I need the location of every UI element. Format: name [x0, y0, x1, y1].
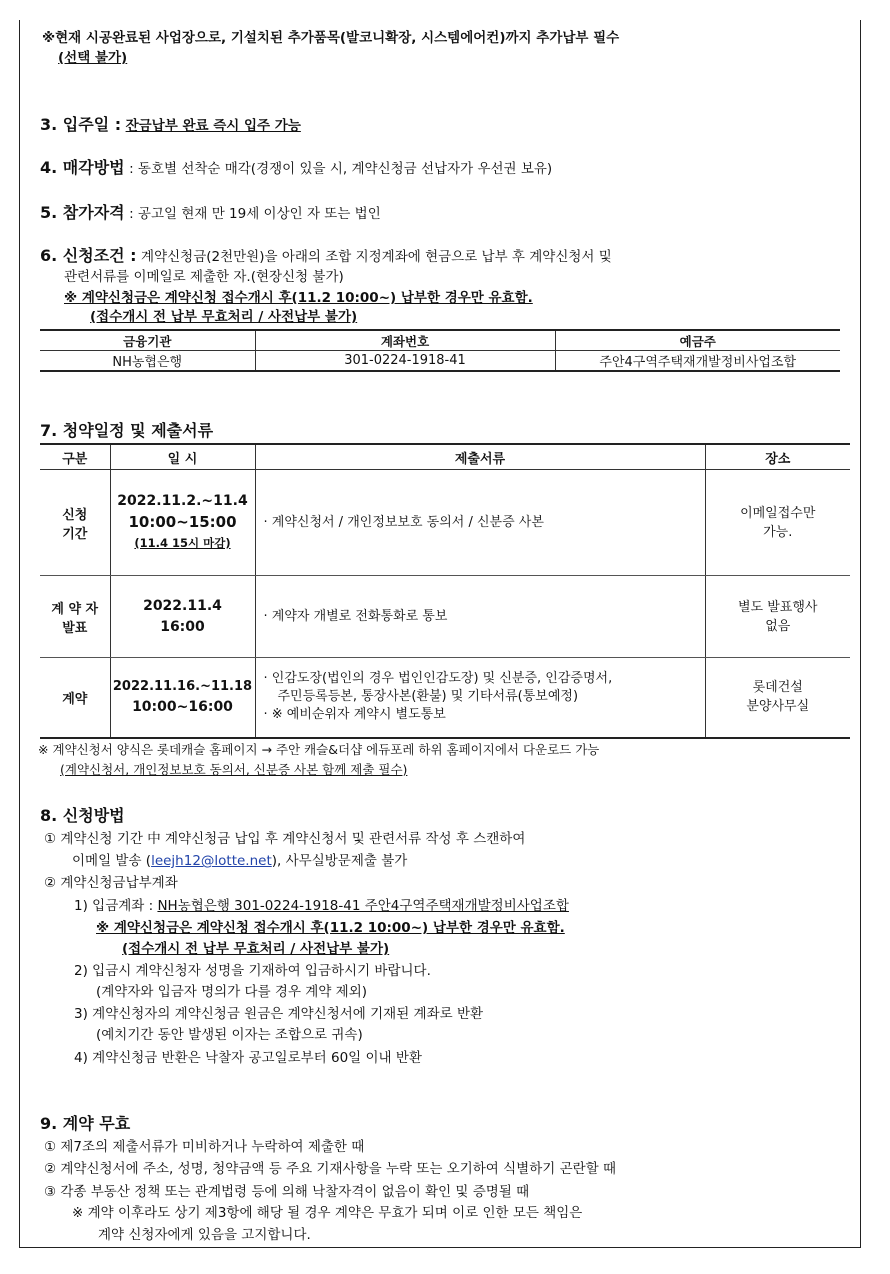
section-8-sub-2b: (계약자와 입금자 명의가 다를 경우 계약 제외)	[96, 984, 368, 1000]
row-doc-line: 주민등록등본, 통장사본(환불) 및 기타서류(통보예정)	[277, 689, 579, 705]
bank-account-table	[40, 329, 840, 372]
section-8-item-2: ② 계약신청금납부계좌	[44, 875, 178, 891]
section-5-title: 5. 참가자격	[40, 203, 125, 222]
table-row	[40, 351, 840, 372]
table-row	[40, 470, 850, 576]
row-type-line: 기간	[62, 526, 88, 542]
section-6-note-2: (접수개시 전 납부 무효처리 / 사전납부 불가)	[90, 309, 358, 325]
row-place	[705, 658, 850, 738]
bank-table-header	[40, 330, 840, 351]
notice-line-1: ※현재 시공완료된 사업장으로, 기설치된 추가품목(발코니확장, 시스템에어컨)까지 추가납부 필수	[42, 30, 620, 46]
row-type-line: 발표	[62, 620, 88, 636]
row-doc-line: · ※ 예비순위자 계약시 별도통보	[263, 707, 446, 723]
row-place-line: 분양사무실	[746, 699, 810, 715]
row-type	[40, 470, 110, 576]
section-9-item-2: ② 계약신청서에 주소, 성명, 청약금액 등 주요 기재사항을 누락 또는 오기하여 식별하기 곤란할 때	[44, 1161, 617, 1177]
section-7-footnote-2: (계약신청서, 개인정보보호 동의서, 신분증 사본 함께 제출 필수)	[60, 762, 408, 777]
section-3	[40, 112, 301, 135]
section-9-note-a: ※ 계약 이후라도 상기 제3항에 해당 될 경우 계약은 무효가 되며 이로 인한 모든 책임은	[72, 1205, 583, 1221]
item-1b-prefix: 이메일 발송 (	[72, 853, 152, 869]
section-5-value: : 공고일 현재 만 19세 이상인 자 또는 법인	[129, 206, 381, 222]
notice-line-2: (선택 불가)	[58, 50, 128, 66]
row-type-line: 계 약 자	[51, 601, 99, 617]
schedule-header	[40, 444, 850, 470]
schedule-header-type: 구분	[40, 444, 110, 470]
section-3-title: 3. 입주일 :	[40, 115, 122, 134]
row-place-line: 없음	[765, 618, 791, 634]
section-6-line-2: 관련서류를 이메일로 제출한 자.(현장신청 불가)	[64, 269, 344, 285]
section-8-sub-3b: (예치기간 동안 발생된 이자는 조합으로 귀속)	[96, 1027, 363, 1043]
bank-header-account: 계좌번호	[255, 330, 555, 351]
section-9-item-3: ③ 각종 부동산 정책 또는 관계법령 등에 의해 낙찰자격이 없음이 확인 및 증명될 때	[44, 1184, 530, 1200]
section-6	[40, 243, 612, 266]
row-time-line: 10:00~15:00	[128, 513, 237, 531]
section-4-value: : 동호별 선착순 매각(경쟁이 있을 시, 계약신청금 선납자가 우선권 보유)	[129, 161, 553, 177]
section-4	[40, 155, 552, 178]
item-1b-suffix: ), 사무실방문제출 불가	[271, 853, 408, 869]
sub-1-account: NH농협은행 301-0224-1918-41 주안4구역주택재개발정비사업조합	[157, 898, 569, 914]
row-type-line: 신청	[62, 507, 88, 523]
row-time-line: 10:00~16:00	[132, 699, 233, 716]
email-link[interactable]: leejh12@lotte.net	[151, 853, 272, 869]
row-documents	[255, 658, 705, 738]
row-type-line: 계약	[62, 691, 88, 707]
section-8-sub-1	[74, 894, 569, 914]
bank-header-institution: 금융기관	[123, 333, 172, 349]
row-place-line: 별도 발표행사	[738, 599, 818, 615]
row-datetime	[110, 470, 255, 576]
row-doc-line: · 인감도장(법인의 경우 법인인감도장) 및 신분증, 인감증명서,	[263, 671, 613, 687]
section-6-line-1: 계약신청금(2천만원)을 아래의 조합 지정계좌에 현금으로 납부 후 계약신청서 및	[141, 249, 612, 265]
section-7-footnote-1: ※ 계약신청서 양식은 롯데캐슬 홈페이지 → 주안 캐슬&더샵 에듀포레 하위 홈페이지에서 다운로드 가능	[38, 742, 600, 757]
section-5	[40, 200, 381, 223]
row-place-line: 이메일접수만	[740, 505, 816, 521]
schedule-header-place: 장소	[705, 444, 850, 470]
row-place	[705, 576, 850, 658]
row-place	[705, 470, 850, 576]
bank-account-number: 301-0224-1918-41	[255, 351, 555, 372]
section-8-item-1b	[72, 849, 407, 869]
sub-1-prefix: 1) 입금계좌 :	[74, 898, 158, 914]
section-8-note-1: ※ 계약신청금은 계약신청 접수개시 후(11.2 10:00~) 납부한 경우만 유효함.	[96, 920, 565, 936]
section-8-note-2: (접수개시 전 납부 무효처리 / 사전납부 불가)	[122, 941, 390, 957]
bank-account-holder: 주안4구역주택재개발정비사업조합	[555, 351, 840, 372]
row-doc-line: · 계약신청서 / 개인정보보호 동의서 / 신분증 사본	[263, 514, 544, 530]
section-6-note-1: ※ 계약신청금은 계약신청 접수개시 후(11.2 10:00~) 납부한 경우만 유효함.	[64, 290, 533, 306]
section-9-title: 9. 계약 무효	[40, 1114, 131, 1133]
schedule-table	[40, 443, 850, 739]
table-row	[40, 658, 850, 738]
row-type	[40, 576, 110, 658]
row-type	[40, 658, 110, 738]
row-date-line: 2022.11.4	[143, 597, 222, 614]
row-documents	[255, 576, 705, 658]
row-place-line: 가능.	[763, 524, 793, 540]
bank-header-holder: 예금주	[555, 330, 840, 351]
row-deadline: (11.4 15시 마감)	[134, 536, 231, 550]
section-8-sub-4: 4) 계약신청금 반환은 낙찰자 공고일로부터 60일 이내 반환	[74, 1050, 422, 1066]
section-4-title: 4. 매각방법	[40, 158, 125, 177]
row-place-line: 롯데건설	[752, 680, 803, 696]
schedule-header-documents: 제출서류	[255, 444, 705, 470]
row-date-line: 2022.11.16.~11.18	[112, 679, 253, 695]
section-8-sub-3a: 3) 계약신청자의 계약신청금 원금은 계약신청서에 기재된 계좌로 반환	[74, 1006, 484, 1022]
row-documents	[255, 470, 705, 576]
section-3-value: 잔금납부 완료 즉시 입주 가능	[125, 118, 301, 134]
bank-institution: NH농협은행	[112, 355, 183, 370]
section-9-note-b: 계약 신청자에게 있음을 고지합니다.	[98, 1227, 311, 1243]
section-6-title: 6. 신청조건 :	[40, 246, 137, 265]
section-8-item-1a: ① 계약신청 기간 中 계약신청금 납입 후 계약신청서 및 관련서류 작성 후 스캔하여	[44, 831, 526, 847]
row-doc-line: · 계약자 개별로 전화통화로 통보	[263, 608, 448, 624]
schedule-header-datetime: 일 시	[110, 444, 255, 470]
row-time-line: 16:00	[160, 618, 205, 635]
row-date-line: 2022.11.2.~11.4	[117, 493, 248, 509]
section-8-sub-2a: 2) 입금시 계약신청자 성명을 기재하여 입금하시기 바랍니다.	[74, 963, 431, 979]
table-row	[40, 576, 850, 658]
section-9-item-1: ① 제7조의 제출서류가 미비하거나 누락하여 제출한 때	[44, 1139, 365, 1155]
row-datetime	[110, 658, 255, 738]
section-8-title: 8. 신청방법	[40, 806, 125, 825]
section-7-title: 7. 청약일정 및 제출서류	[40, 421, 214, 440]
row-datetime	[110, 576, 255, 658]
